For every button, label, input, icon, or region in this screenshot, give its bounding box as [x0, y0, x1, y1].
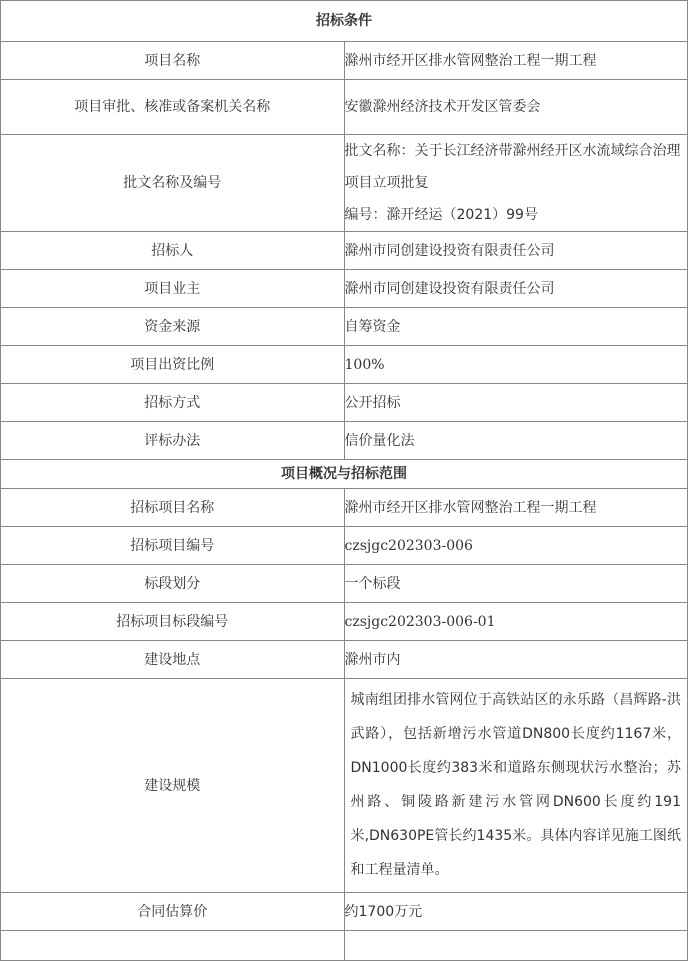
- table-row-evaluation-method: [1, 422, 688, 460]
- table-row-tender-project-name: [1, 489, 688, 527]
- table-row-section-number: [1, 603, 688, 641]
- row-label: 招标方式: [1, 384, 345, 422]
- row-value: 滁州市内: [344, 641, 688, 679]
- row-label: 项目业主: [1, 270, 345, 308]
- table-row-project-owner: [1, 270, 688, 308]
- row-value: 滁州市经开区排水管网整治工程一期工程: [344, 42, 688, 80]
- row-value: 信价量化法: [344, 422, 688, 460]
- table-row-construction-site: [1, 641, 688, 679]
- table-row-project-name: [1, 42, 688, 80]
- table-row-tender-method: [1, 384, 688, 422]
- approval-document-number: 编号：滁开经运（2021）99号: [344, 207, 538, 223]
- row-value: 滁州市同创建设投资有限责任公司: [344, 270, 688, 308]
- table-row-approval-document: [1, 135, 688, 232]
- table-row-fund-source: [1, 308, 688, 346]
- row-value: czsjgc202303-006-01: [344, 603, 688, 641]
- row-label: 建设地点: [1, 641, 345, 679]
- row-value: [344, 135, 688, 232]
- row-value-empty: [344, 931, 688, 961]
- section-title-tender-conditions: 招标条件: [1, 1, 688, 42]
- row-label: 合同估算价: [1, 893, 345, 931]
- table-row-construction-scale: [1, 679, 688, 893]
- section-header-row: [1, 1, 688, 42]
- row-label: 项目审批、核准或备案机关名称: [1, 80, 345, 135]
- row-label: 招标人: [1, 232, 345, 270]
- row-value: 一个标段: [344, 565, 688, 603]
- row-value: 滁州市经开区排水管网整治工程一期工程: [344, 489, 688, 527]
- table-row-investment-ratio: [1, 346, 688, 384]
- section-header-row: [1, 460, 688, 489]
- row-label: 招标项目编号: [1, 527, 345, 565]
- section-title-project-overview: 项目概况与招标范围: [1, 460, 688, 489]
- table-row-tenderer: [1, 232, 688, 270]
- row-label: 评标办法: [1, 422, 345, 460]
- construction-scale-text: 城南组团排水管网位于高铁站区的永乐路（昌辉路-洪武路），包括新增污水管道DN800长度约1167米，DN1000长度约383米和道路东侧现状污水整治；苏州路、铜陵路新建污水管网DN600长度约191米,DN630PE管长约1435米。具体内容详见施工图纸和工程量清单。: [350, 692, 681, 878]
- row-label: 资金来源: [1, 308, 345, 346]
- row-label: 项目名称: [1, 42, 345, 80]
- table-row-tender-project-number: [1, 527, 688, 565]
- row-value: 自筹资金: [344, 308, 688, 346]
- row-value: [344, 679, 688, 893]
- row-label: 批文名称及编号: [1, 135, 345, 232]
- table-row-continuation: [1, 931, 688, 961]
- row-value: czsjgc202303-006: [344, 527, 688, 565]
- row-value: 公开招标: [344, 384, 688, 422]
- row-value: 安徽滁州经济技术开发区管委会: [344, 80, 688, 135]
- row-value: 约1700万元: [344, 893, 688, 931]
- row-label-empty: [1, 931, 345, 961]
- row-value: 滁州市同创建设投资有限责任公司: [344, 232, 688, 270]
- row-label: 项目出资比例: [1, 346, 345, 384]
- table-row-approval-authority: [1, 80, 688, 135]
- approval-document-name: 批文名称：关于长江经济带滁州经开区水流域综合治理项目立项批复: [344, 143, 681, 191]
- table-row-contract-estimate: [1, 893, 688, 931]
- row-label: 招标项目标段编号: [1, 603, 345, 641]
- row-label: 招标项目名称: [1, 489, 345, 527]
- row-value: 100%: [344, 346, 688, 384]
- table-row-section-division: [1, 565, 688, 603]
- row-label: 标段划分: [1, 565, 345, 603]
- row-label: 建设规模: [1, 679, 345, 893]
